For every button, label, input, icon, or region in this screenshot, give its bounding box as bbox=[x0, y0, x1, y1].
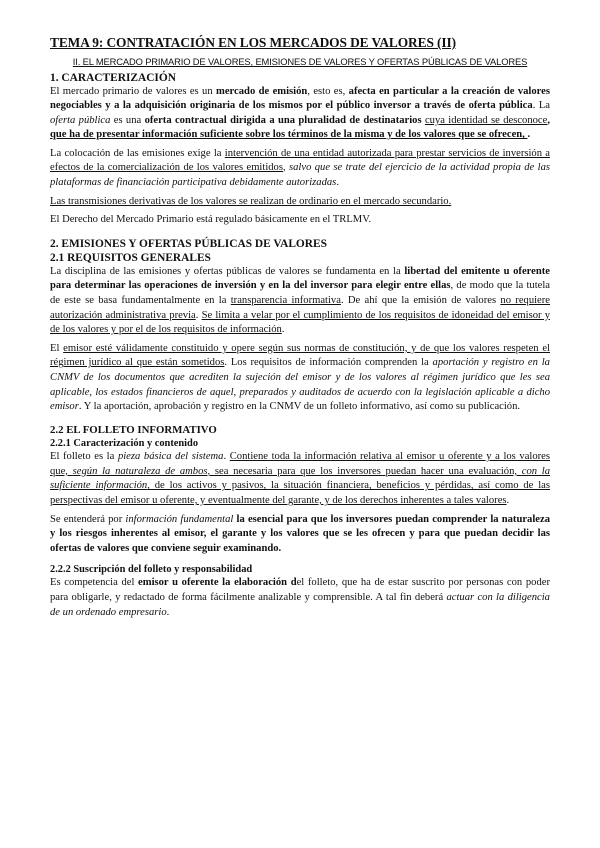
paragraph-colocacion: La colocación de las emisiones exige la intervención de una entidad autorizada para prestar servicios de inversión a efectos de la comercialización de los valores emitidos, salvo que se trate del ejercicio de la actividad propia de las plataformas de financiación participativa debidamente autorizadas. bbox=[50, 147, 550, 189]
heading-emisiones: 2. EMISIONES Y OFERTAS PÚBLICAS DE VALORES bbox=[50, 237, 327, 250]
heading-suscripcion-folleto: 2.2.2 Suscripción del folleto y responsabilidad bbox=[50, 564, 253, 576]
paragraph-transmisiones: Las transmisiones derivativas de los valores se realizan de ordinario en el mercado secundario. bbox=[50, 195, 452, 207]
heading-requisitos-generales: 2.1 REQUISITOS GENERALES bbox=[50, 251, 211, 264]
paragraph-trlmv: El Derecho del Mercado Primario está regulado básicamente en el TRLMV. bbox=[50, 214, 372, 226]
heading-caracterizacion: 1. CARACTERIZACIÓN bbox=[50, 71, 176, 84]
paragraph-mercado-primario: El mercado primario de valores es un mercado de emisión, esto es, afecta en particular a la creación de valores negociables y a la adquisición originaria de los mismos por el público inversor a través de oferta pública. La oferta pública es una oferta contractual dirigida a una pluralidad de destinatarios cuya identidad se desconoce, que ha de presentar información suficiente sobre los términos de la misma y de los valores que se ofrecen, . bbox=[50, 85, 550, 141]
paragraph-informacion-fundamental: Se entenderá por información fundamental la esencial para que los inversores puedan comprender la naturaleza y los riesgos inherentes al emisor, el garante y los valores que se les ofrecen y para que puedan decidir las ofertas de valores que conviene seguir examinando. bbox=[50, 513, 550, 554]
page-title: TEMA 9: CONTRATACIÓN EN LOS MERCADOS DE VALORES (II) bbox=[50, 35, 456, 50]
paragraph-competencia: Es competencia del emisor u oferente la elaboración del folleto, que ha de estar suscrito por personas con poder para obligarle, y redactado de forma fácilmente analizable y comprensible. A tal fin deberá actuar con la diligencia de un ordenado empresario. bbox=[50, 577, 550, 618]
paragraph-folleto: El folleto es la pieza básica del sistema. Contiene toda la información relativa al emisor u oferente y a los valores que, según la naturaleza de ambos, sea necesaria para que los inversores puedan hacer una evaluación, con la suficiente información, de los activos y pasivos, la situación financiera, beneficios y pérdidas, así como de las perspectivas del emisor u oferente, y eventualmente del garante, y de los derechos inherentes a tales valores. bbox=[50, 451, 551, 507]
paragraph-emisor: El emisor esté válidamente constituido y opere según sus normas de constitución, y de que los valores respeten el régimen jurídico al que están sometidos. Los requisitos de información comprenden la aportación y registro en la CNMV de los documentos que acrediten la sujeción del emisor y de los valores al régimen jurídico que les sea aplicable, los estados financieros de aquel, preparados y auditados de acuerdo con la legislación aplicable a dicho emisor. Y la aportación, aprobación y registro en la CNMV de un folleto informativo, así como su publicación. bbox=[50, 342, 550, 413]
document-page bbox=[50, 34, 550, 620]
section-subtitle: II. EL MERCADO PRIMARIO DE VALORES, EMISIONES DE VALORES Y OFERTAS PÚBLICAS DE VALORES bbox=[72, 56, 528, 67]
heading-caracterizacion-contenido: 2.2.1 Caracterización y contenido bbox=[50, 438, 199, 450]
paragraph-disciplina: La disciplina de las emisiones y ofertas públicas de valores se fundamenta en la libertad del emitente u oferente para determinar las operaciones de inversión y en la del inversor para elegir entre ellas, de modo que la tutela de este se basa fundamentalmente en la transparencia informativa. De ahí que la emisión de valores no requiere autorización administrativa previa. Se limita a velar por el cumplimiento de los requisitos de idoneidad del emisor y de los valores y por el de los requisitos de información. bbox=[50, 265, 550, 336]
heading-folleto-informativo: 2.2 EL FOLLETO INFORMATIVO bbox=[50, 423, 217, 436]
